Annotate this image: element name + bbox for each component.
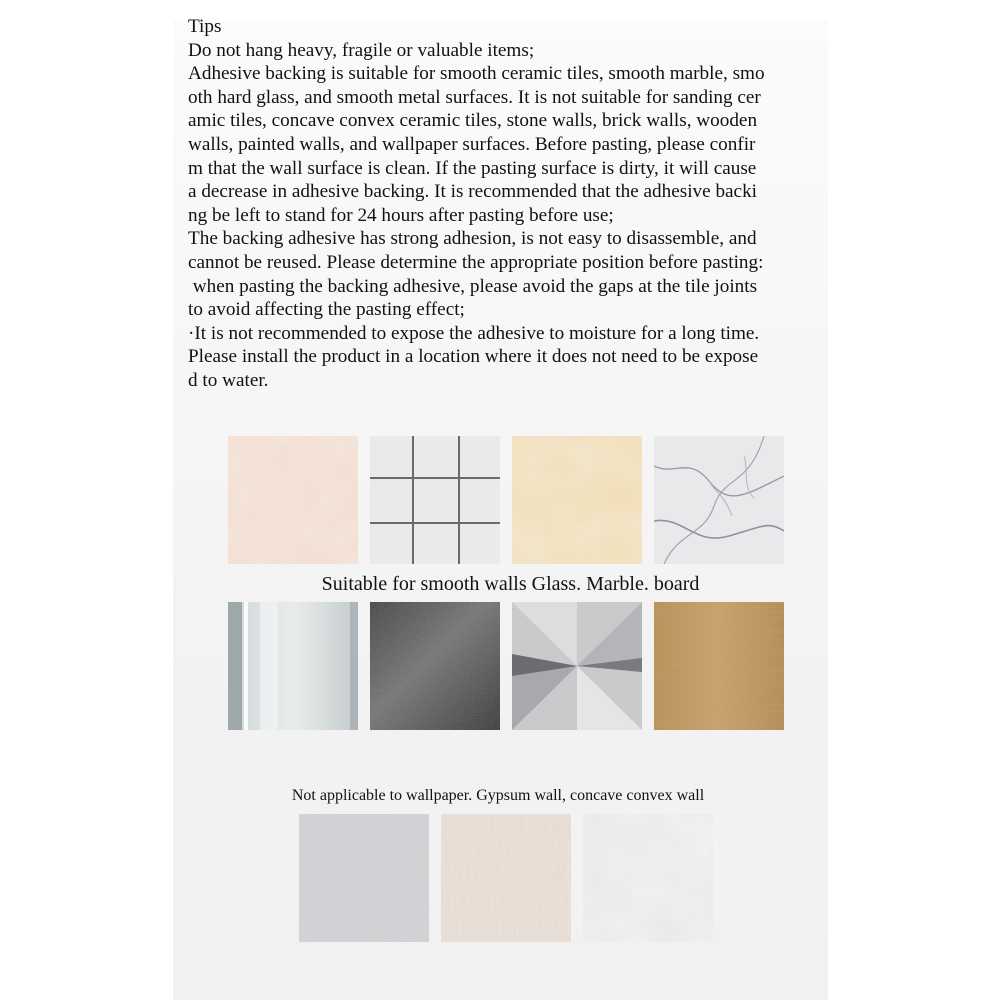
radial-brushed-steel-swatch [512, 602, 642, 730]
tips-section [188, 15, 828, 393]
tips-line: Please install the product in a location where it does not need to be expose [188, 346, 759, 368]
concave-convex-wall-swatch [583, 814, 713, 942]
yellow-marble-swatch [512, 436, 642, 564]
white-grey-marble-swatch [654, 436, 784, 564]
wallpaper-texture-swatch [441, 814, 571, 942]
tips-line: to avoid affecting the pasting effect; [188, 299, 465, 321]
pink-marble-swatch [228, 436, 358, 564]
not-applicable-caption: Not applicable to wallpaper. Gypsum wall, concave convex wall [291, 787, 705, 804]
tips-line: m that the wall surface is clean. If the pasting surface is dirty, it will cause [188, 157, 757, 179]
tips-line: The backing adhesive has strong adhesion, is not easy to disassemble, and [188, 228, 757, 250]
tips-line: oth hard glass, and smooth metal surfaces. It is not suitable for sanding cer [188, 86, 761, 108]
tips-line: Adhesive backing is suitable for smooth ceramic tiles, smooth marble, smo [188, 63, 765, 85]
tips-heading: Tips [188, 16, 222, 37]
tips-line: d to water. [188, 369, 269, 391]
tips-line: when pasting the backing adhesive, please avoid the gaps at the tile joints [188, 275, 758, 297]
white-square-tiles-swatch [370, 436, 500, 564]
tips-line: a decrease in adhesive backing. It is recommended that the adhesive backi [188, 181, 757, 203]
tips-line: Do not hang heavy, fragile or valuable items; [188, 39, 535, 61]
textured-gypsum-swatch [299, 814, 429, 942]
tips-line: ·It is not recommended to expose the adhesive to moisture for a long time. [188, 322, 760, 344]
bronze-brushed-metal-swatch [654, 602, 784, 730]
tips-line: cannot be reused. Please determine the appropriate position before pasting: [188, 251, 764, 273]
dark-brushed-metal-swatch [370, 602, 500, 730]
tips-line: amic tiles, concave convex ceramic tiles, stone walls, brick walls, wooden [188, 110, 758, 132]
suitable-caption: Suitable for smooth walls Glass. Marble. board [321, 573, 700, 595]
tips-line: walls, painted walls, and wallpaper surfaces. Before pasting, please confir [188, 133, 756, 155]
glass-panel-swatch [228, 602, 358, 730]
tips-line: ng be left to stand for 24 hours after pasting before use; [188, 204, 614, 226]
